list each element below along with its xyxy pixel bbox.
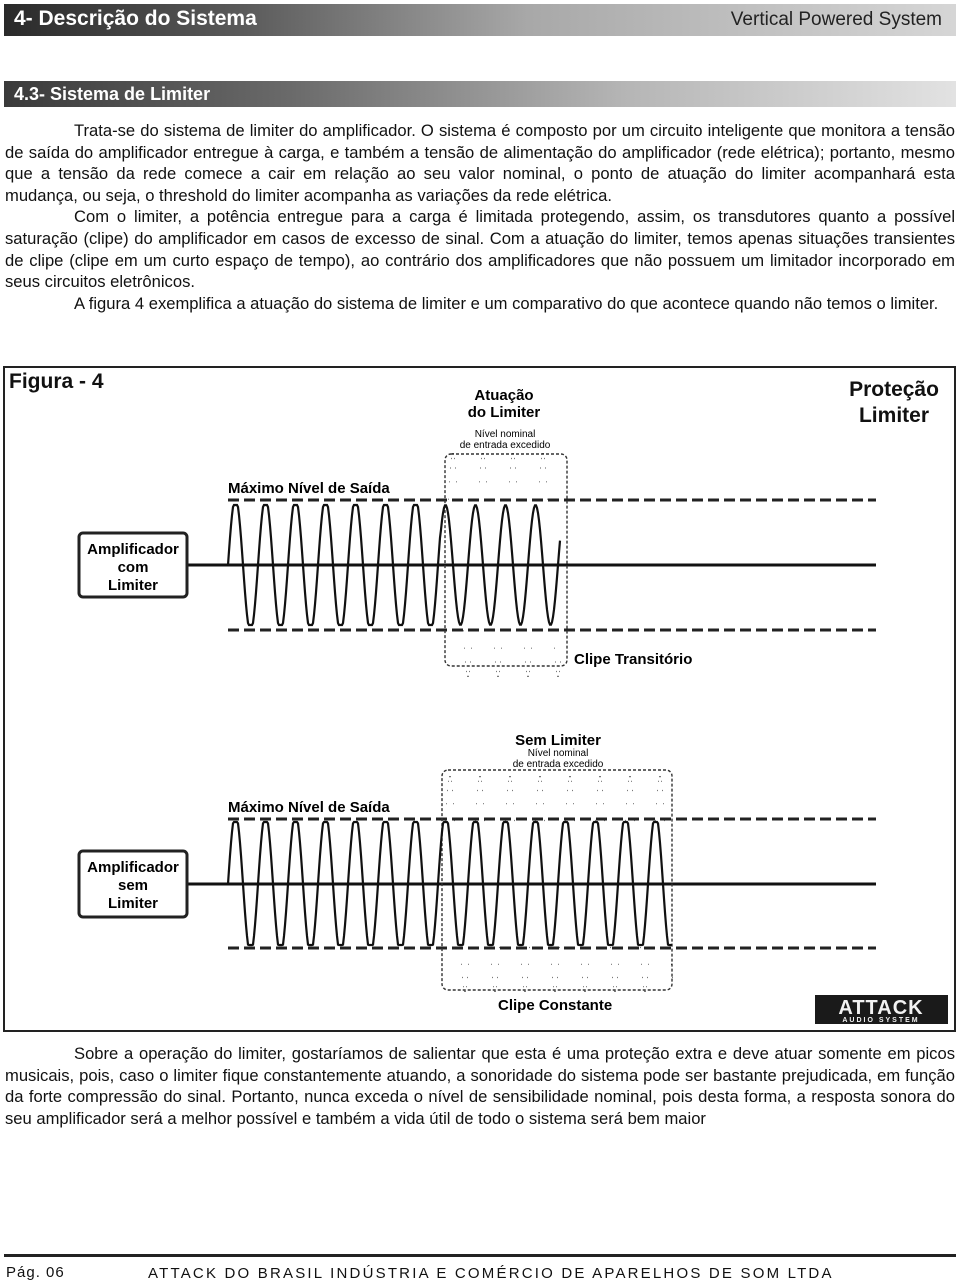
closing-text [5,1043,955,1129]
amp-with-limiter-line1: Amplificador [87,541,179,558]
limiter-action-line1: Atuação [474,387,534,404]
top-note-line1: Nível nominal [474,429,536,440]
closing-paragraph: Sobre a operação do limiter, gostaríamos de salientar que esta é uma proteção extra e deve atuar somente em picos musicais, pois, caso o limiter fique constantemente atuando, a sonoridade do sistema pode ser bastante prejudicada, em função da forte compressão do sinal. Portanto, nunca exceda o nível de sensibilidade nominal, pois desta forma, a resposta sonora do seu amplificador será a melhor possível e também a vida útil de todo o sistema será bem maior [5,1044,955,1128]
page-number: Pág. 06 [6,1264,65,1281]
intro-paragraph-3: A figura 4 exemplifica a atuação do sistema de limiter e um comparativo do que acontece quando não temos o limiter. [74,293,939,313]
top-limiter-window [445,454,567,666]
top-note-line2: de entrada excedido [459,440,551,451]
bottom-max-level-label: Máximo Nível de Saída [228,799,390,816]
bottom-clip-window [442,770,672,990]
amp-with-limiter-line3: Limiter [107,577,159,594]
figure-heading-line2: Limiter [858,404,930,427]
bottom-note-line1: Nível nominal [527,748,589,759]
amp-without-limiter-line2: sem [117,877,149,894]
top-max-level-label: Máximo Nível de Saída [228,480,390,497]
figure-heading-line1: Proteção [849,378,939,401]
company-name: ATTACK DO BRASIL INDÚSTRIA E COMÉRCIO DE APARELHOS DE SOM LTDA [148,1265,834,1282]
without-limiter-title: Sem Limiter [515,732,601,749]
document-subtitle: Vertical Powered System [730,9,942,30]
section-title: 4.3- Sistema de Limiter [14,84,211,104]
figure-label: Figura - 4 [9,370,104,393]
logo-tagline: AUDIO SYSTEM [842,1017,920,1024]
amp-with-limiter-line2: com [117,559,149,576]
footer-divider [4,1254,956,1257]
amp-without-limiter-line1: Amplificador [87,859,179,876]
logo-wordmark: ATTACK [838,997,924,1019]
limiter-action-line2: do Limiter [467,404,541,421]
page-title: 4- Descrição do Sistema [14,7,257,30]
intro-paragraph-1: Trata-se do sistema de limiter do amplificador. O sistema é composto por um circuito inteligente que monitora a tensão de saída do amplificador entregue à carga, e também a tensão de alimentação do amplificador (rede elétrica); portanto, mesmo que a tensão da rede comece a cair em relação ao seu valor nominal, o ponto de atuação do limiter acompanhará esta mudança, ou seja, o threshold do limiter acompanha as variações da rede elétrica. [5,121,955,205]
transient-clip-label: Clipe Transitório [574,651,693,668]
intro-paragraph-2: Com o limiter, a potência entregue para a carga é limitada protegendo, assim, os transdutores quanto a possível saturação (clipe) do amplificador em casos de excesso de sinal. Com a atuação do limiter, temos apenas situações transientes de clipe (clipe em um curto espaço de tempo), ao contrário dos amplificadores que não possuem um limitador incorporado em seus circuitos eletrônicos. [5,207,955,292]
attack-logo [815,995,948,1024]
amp-without-limiter-line3: Limiter [107,895,159,912]
bottom-note-line2: de entrada excedido [512,759,604,770]
constant-clip-label: Clipe Constante [498,997,613,1014]
